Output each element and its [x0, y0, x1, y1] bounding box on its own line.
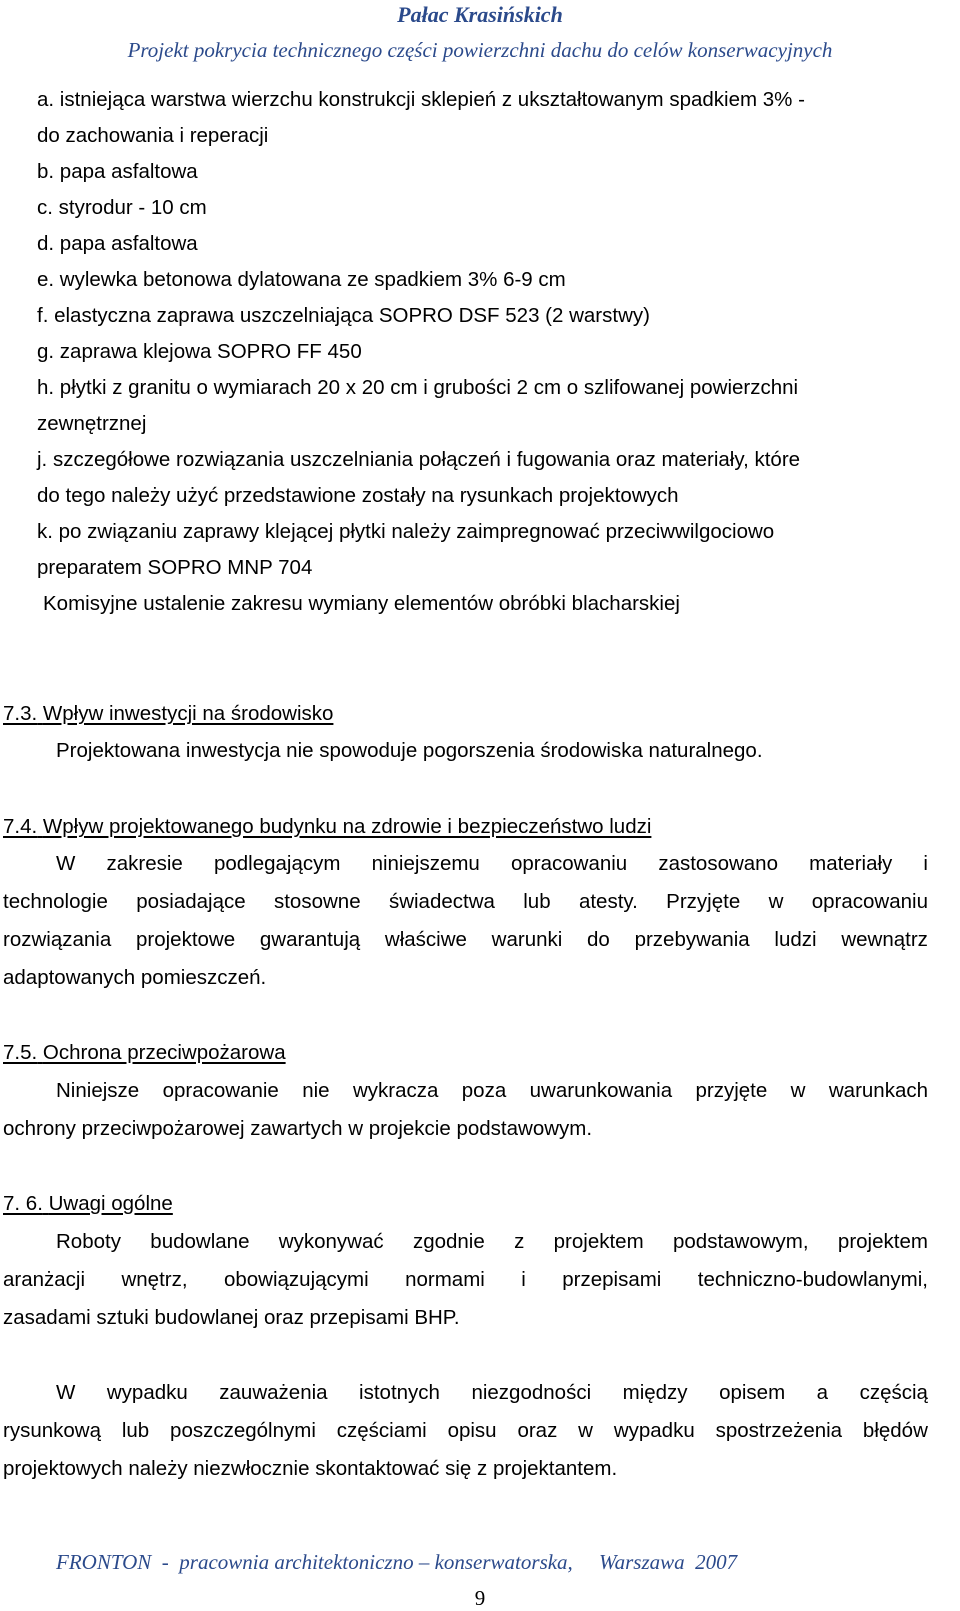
word: zgodnie	[412, 1230, 485, 1253]
header-subtitle: Projekt pokrycia technicznego części powierzchni dachu do celów konserwacyjnych	[127, 38, 833, 62]
word: nie	[302, 1079, 330, 1102]
word: warunkach	[828, 1079, 928, 1102]
list-item-a-line1: a. istniejąca warstwa wierzchu konstrukcji sklepień z ukształtowanym spadkiem 3% -	[37, 88, 805, 111]
word: techniczno-budowlanymi,	[697, 1268, 928, 1291]
word: wypadku	[106, 1381, 188, 1404]
word: projektem	[837, 1230, 928, 1253]
word: błędów	[862, 1419, 928, 1442]
word: wykracza	[352, 1079, 439, 1102]
word: częściami	[336, 1419, 427, 1442]
komisyjne-line: Komisyjne ustalenie zakresu wymiany elementów obróbki blacharskiej	[43, 592, 680, 615]
word: rozwiązania	[3, 928, 112, 951]
word: atesty.	[578, 890, 638, 913]
word: budowlane	[150, 1230, 250, 1253]
section-7-4-heading	[3, 815, 651, 839]
section-7-5-heading	[3, 1041, 286, 1065]
word: opisem	[719, 1381, 786, 1404]
list-item-k-line1: k. po związaniu zaprawy klejącej płytki należy zaimpregnować przeciwwilgociowo	[37, 520, 775, 543]
word: wykonywać	[278, 1230, 384, 1253]
word: i	[521, 1268, 526, 1291]
list-item-d: d. papa asfaltowa	[37, 232, 198, 255]
section-title: Ochrona przeciwpożarowa	[42, 1041, 286, 1064]
section-7-6-p1-line3: zasadami sztuki budowlanej oraz przepisami BHP.	[3, 1306, 460, 1329]
word: ludzi	[774, 928, 817, 951]
list-item-a-line2: do zachowania i reperacji	[37, 124, 269, 147]
word: przepisami	[562, 1268, 662, 1291]
word: niniejszemu	[371, 852, 480, 875]
section-7-4-line1	[56, 852, 928, 876]
word: opisu	[447, 1419, 497, 1442]
word: wewnątrz	[841, 928, 928, 951]
word: Roboty	[56, 1230, 121, 1253]
header-title: Pałac Krasińskich	[397, 2, 563, 27]
word: materiały	[809, 852, 893, 875]
word: wnętrz,	[121, 1268, 188, 1291]
section-number: 7. 6.	[3, 1192, 43, 1215]
word: projektem	[553, 1230, 644, 1253]
word: normami	[405, 1268, 485, 1291]
section-7-6-p2-line2	[3, 1419, 928, 1443]
word: świadectwa	[388, 890, 495, 913]
word: poza	[461, 1079, 507, 1102]
word: w	[768, 890, 784, 913]
section-title: Wpływ projektowanego budynku na zdrowie i bezpieczeństwo ludzi	[42, 815, 652, 838]
section-7-5-line1	[56, 1079, 928, 1103]
word: przyjęte	[695, 1079, 768, 1102]
word: właściwe	[384, 928, 467, 951]
section-7-4-line3	[3, 928, 928, 952]
word: W	[56, 1381, 76, 1404]
word: technologie	[3, 890, 108, 913]
section-7-4-line4: adaptowanych pomieszczeń.	[3, 966, 267, 989]
list-item-e: e. wylewka betonowa dylatowana ze spadkiem 3% 6-9 cm	[37, 268, 566, 291]
word: projektowe	[135, 928, 236, 951]
list-item-c: c. styrodur - 10 cm	[37, 196, 207, 219]
word: obowiązującymi	[223, 1268, 369, 1291]
word: podstawowym,	[673, 1230, 809, 1253]
word: wypadku	[613, 1419, 695, 1442]
section-7-6-p2-line1	[56, 1381, 928, 1405]
list-item-b: b. papa asfaltowa	[37, 160, 198, 183]
word: posiadające	[136, 890, 246, 913]
word: uwarunkowania	[529, 1079, 673, 1102]
section-number: 7.4.	[3, 815, 38, 838]
word: stosowne	[273, 890, 361, 913]
word: podlegającym	[213, 852, 341, 875]
word: częścią	[859, 1381, 928, 1404]
word: aranżacji	[3, 1268, 86, 1291]
section-7-6-p1-line2	[3, 1268, 928, 1292]
section-7-3-body: Projektowana inwestycja nie spowoduje pogorszenia środowiska naturalnego.	[56, 739, 763, 762]
word: gwarantują	[259, 928, 361, 951]
word: opracowaniu	[510, 852, 628, 875]
page-number: 9	[474, 1586, 486, 1610]
section-7-6-p2-line3: projektowych należy niezwłocznie skontaktować się z projektantem.	[3, 1457, 618, 1480]
word: między	[622, 1381, 688, 1404]
word: warunki	[491, 928, 563, 951]
section-7-4-line2	[3, 890, 928, 914]
word: niezgodności	[471, 1381, 592, 1404]
section-number: 7.3.	[3, 702, 38, 725]
word: zauważenia	[219, 1381, 328, 1404]
word: lub	[523, 890, 551, 913]
list-item-k-line2: preparatem SOPRO MNP 704	[37, 556, 313, 579]
word: zakresie	[106, 852, 183, 875]
word: spostrzeżenia	[715, 1419, 843, 1442]
word: istotnych	[359, 1381, 440, 1404]
word: Przyjęte	[666, 890, 741, 913]
word: oraz	[517, 1419, 558, 1442]
word: W	[56, 852, 76, 875]
section-7-5-line2: ochrony przeciwpożarowej zawartych w projekcie podstawowym.	[3, 1117, 593, 1140]
section-7-6-p1-line1	[56, 1230, 928, 1254]
word: poszczególnymi	[170, 1419, 316, 1442]
word: opracowaniu	[811, 890, 928, 913]
section-number: 7.5.	[3, 1041, 38, 1064]
word: zastosowano	[658, 852, 778, 875]
word: lub	[121, 1419, 150, 1442]
list-item-j-line2: do tego należy użyć przedstawione zostały na rysunkach projektowych	[37, 484, 679, 507]
list-item-f: f. elastyczna zaprawa uszczelniająca SOPRO DSF 523 (2 warstwy)	[37, 304, 650, 327]
word: w	[790, 1079, 806, 1102]
word: z	[514, 1230, 525, 1253]
section-title: Wpływ inwestycji na środowisko	[42, 702, 334, 725]
word: a	[816, 1381, 829, 1404]
list-item-j-line1: j. szczegółowe rozwiązania uszczelniania połączeń i fugowania oraz materiały, które	[37, 448, 801, 471]
list-item-h-line1: h. płytki z granitu o wymiarach 20 x 20 cm i grubości 2 cm o szlifowanej powierzchni	[37, 376, 799, 399]
word: rysunkową	[3, 1419, 101, 1442]
list-item-g: g. zaprawa klejowa SOPRO FF 450	[37, 340, 362, 363]
word: w	[578, 1419, 593, 1442]
section-title: Uwagi ogólne	[48, 1192, 173, 1215]
section-7-6-heading	[3, 1192, 173, 1216]
word: przebywania	[634, 928, 750, 951]
word: Niniejsze	[56, 1079, 140, 1102]
section-7-3-heading	[3, 702, 333, 726]
list-item-h-line2: zewnętrznej	[37, 412, 147, 435]
word: do	[587, 928, 610, 951]
word: i	[923, 852, 928, 875]
footer-text: FRONTON - pracownia architektoniczno – konserwatorska, Warszawa 2007	[56, 1550, 738, 1574]
word: opracowanie	[162, 1079, 279, 1102]
